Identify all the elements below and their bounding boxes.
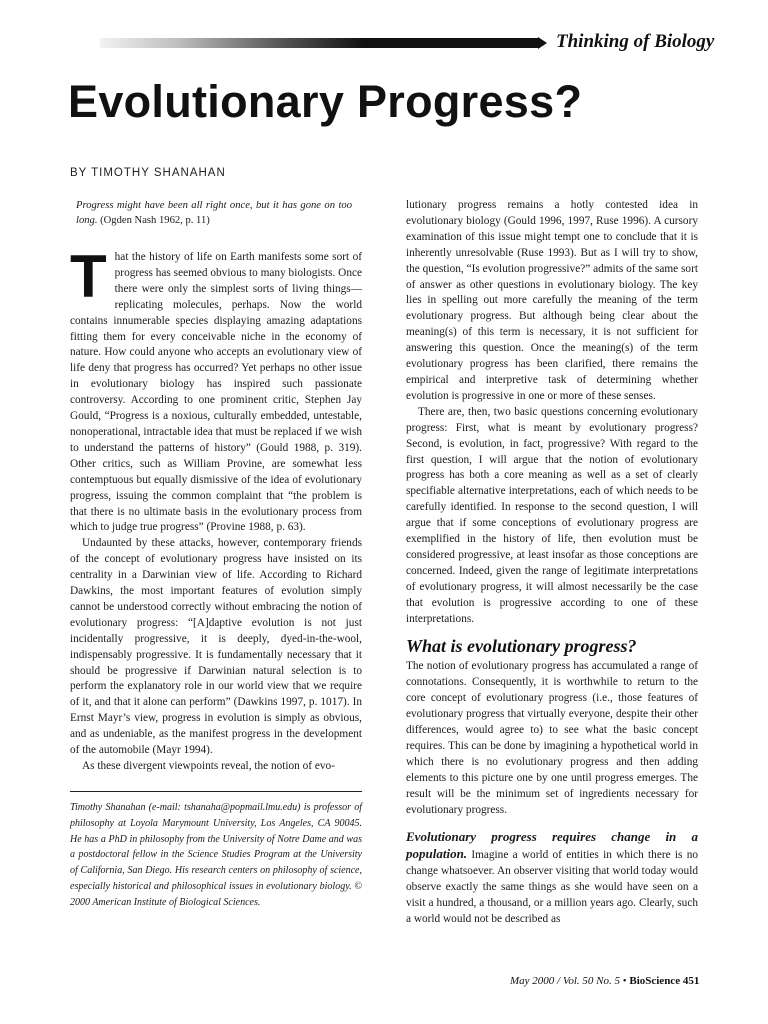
subsection-heading: Evolutionary progress requires change in a population.	[406, 828, 698, 862]
epigraph	[70, 198, 362, 228]
section-label: Thinking of Biology	[556, 31, 715, 52]
byline: BY TIMOTHY SHANAHAN	[70, 167, 226, 179]
article-title: Evolutionary Progress?	[68, 76, 583, 127]
footer-separator: •	[620, 975, 630, 987]
issue-info: May 2000 / Vol. 50 No. 5	[510, 975, 620, 987]
body-paragraph: There are, then, two basic questions concerning evolutionary progress: First, what is meant by evolutionary progress? Second, is evolution, in fact, progressive? With regard to the first question, I will argue that the notion of evolutionary progress has both a core meaning as well as a set of clearly specifiable alternative interpretations, each of which needs to be carefully identified. In response to the second question, I will argue that if some conceptions of evolutionary progress are exemplified in the history of life, then evolution must be considered progressive, at least insofar as those conceptions are concerned. Indeed, given the range of legitimate interpretations of evolutionary progress, it will almost necessarily be the case that evolution is progressive according to one of these interpretations.	[406, 405, 698, 625]
body-paragraph: The notion of evolutionary progress has accumulated a range of connotations. Consequently, it is worthwhile to return to the core concept of evolutionary progress (i.e., those features of evolutionary progress that virtually everyone, despite their other differences, would agree to) to see what the basic concept requires. This can be done by imagining a hypothetical world in which there is no evolutionary progress and then adding elements to this picture one by one until progress emerges. The result will be the minimum set of ingredients necessary for evolutionary progress.	[406, 660, 698, 816]
epigraph-citation: (Ogden Nash 1962, p. 11)	[97, 215, 210, 226]
journal-name: BioScience	[629, 975, 681, 987]
body-paragraph: Undaunted by these attacks, however, contemporary friends of the concept of evolutionary progress have insisted on its centrality in a Darwinian view of life. According to Richard Dawkins, the most important features of evolution simply cannot be understood correctly without embracing the notion of evolutionary progress: “[A]daptive evolution is not just incidentally progressive, it is deeply, dyed-in-the-wool, indispensably progressive. It is fundamentally necessary that it should be progressive if Darwinian natural selection is to perform the explanatory role in our world view that we require of it, and that it alone can perform” (Dawkins 1997, p. 1017). In Ernst Mayr’s view, progress in evolution is simply as obvious, and as undeniable, as the manifest progress in the development of the automobile (Mayr 1994).	[70, 537, 362, 757]
page-footer	[510, 975, 699, 987]
body-paragraph: As these divergent viewpoints reveal, the notion of evo-	[82, 760, 335, 772]
drop-cap: T	[70, 243, 107, 310]
header-arrow-icon	[538, 37, 547, 49]
epigraph-quote: Progress might have been all right once, but it has gone on too long.	[76, 200, 352, 226]
paragraph-text: hat the history of life on Earth manifests some sort of progress has seemed obvious to many biologists. Once there were only the simplest sorts of living things—replicating molecules, perhaps. Now the world contains innumerable species displaying amazing adaptations fitting them for every conceivable niche in the economy of nature. How could anyone who accepts an evolutionary view of life deny that progress has occurred? Yet perhaps no other issue in evolutionary biology has inspired such passionate controversy. According to one prominent critic, Stephen Jay Gould, “Progress is a noxious, culturally embedded, untestable, nonoperational, intractable idea that must be replaced if we wish to understand the patterns of history” (Gould 1988, p. 319). Other critics, such as William Provine, are somewhat less contemptuous but equally dismissive of the idea of evolutionary progress, issuing the common complaint that “the problem is that there is no ultimate basis in the evolutionary process from which to judge true progress” (Provine 1988, p. 63).	[70, 251, 362, 534]
right-column	[406, 198, 698, 928]
paragraph-text: Imagine a world of entities in which there is no change whatsoever. An observer visiting that world today would observe exactly the same things as she would have seen on a visit a hundred, a thousand, or a million years ago. Clearly, such a world would not be described as	[406, 849, 698, 926]
header-rule	[100, 38, 540, 48]
subsection-paragraph	[406, 829, 698, 928]
author-footnote: Timothy Shanahan (e-mail: tshanaha@popmail.lmu.edu) is professor of philosophy at Loyola Marymount University, Los Angeles, CA 90045. He has a PhD in philosophy from the University of Notre Dame and was a postdoctoral fellow in the Science Studies Program at the University of California, San Diego. His research centers on philosophy of science, especially historical and philosophical issues in evolutionary biology. © 2000 American Institute of Biological Sciences.	[70, 801, 362, 908]
page-number: 451	[680, 975, 700, 987]
left-column	[70, 198, 362, 910]
body-paragraph: lutionary progress remains a hotly contested idea in evolutionary biology (Gould 1996, 1997, Ruse 1996). A cursory examination of this issue might tempt one to conclude that it is inherently unresolvable (Ruse 1993). But as I will try to show, the question, “Is evolution progressive?” admits of the same sort of answer as other questions in evolutionary biology. The key lies in spelling out more carefully the meaning of the term evolutionary progress. But although being clear about the meaning(s) of this term is necessary, it is not sufficient for answering this question. Once the meaning(s) of the term evolutionary progress has been clarified, there remains the empirical and interpretive task of determining whether evolution is progressive in one or more of these senses.	[406, 199, 698, 402]
footnote-rule	[70, 791, 362, 792]
body-paragraph	[70, 243, 362, 536]
section-heading: What is evolutionary progress?	[406, 636, 637, 657]
